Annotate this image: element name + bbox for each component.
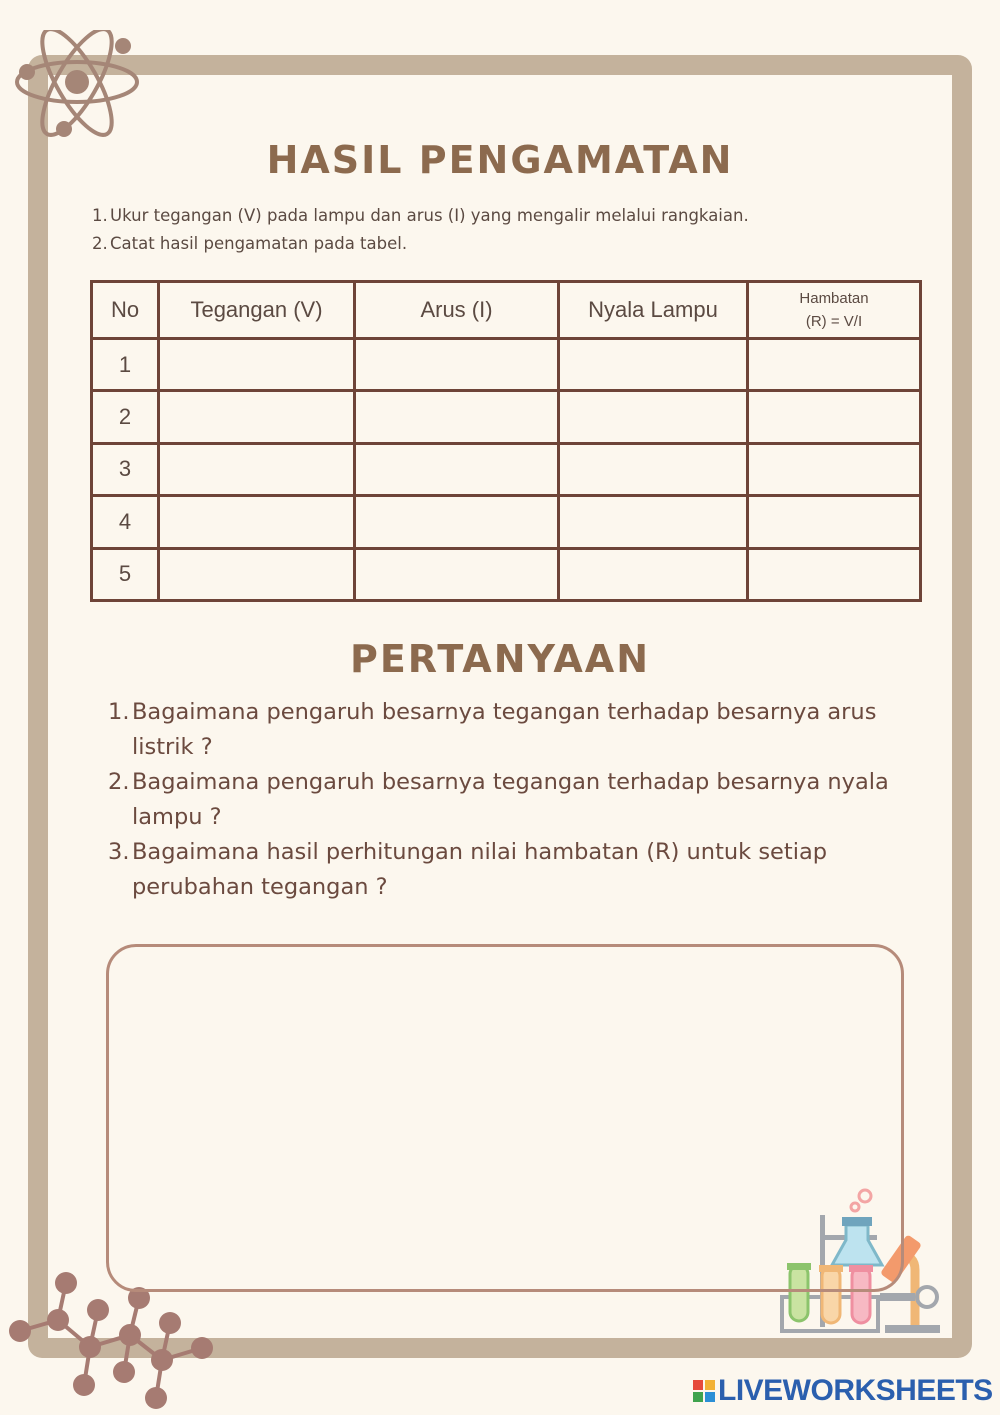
header-no: No xyxy=(92,282,159,339)
cell-nyala-lampu[interactable] xyxy=(559,443,748,495)
cell-tegangan[interactable] xyxy=(159,496,355,548)
atom-icon xyxy=(10,30,145,145)
cell-nyala-lampu[interactable] xyxy=(559,548,748,600)
question-item xyxy=(108,765,928,835)
question-text: Bagaimana pengaruh besarnya tegangan terhadap besarnya nyala lampu ? xyxy=(132,769,889,830)
row-number: 4 xyxy=(92,496,159,548)
instruction-number: 2. xyxy=(92,234,108,253)
cell-arus[interactable] xyxy=(355,391,559,443)
question-number: 3. xyxy=(108,839,130,865)
cell-hambatan[interactable] xyxy=(748,391,921,443)
instructions-list xyxy=(92,202,892,258)
header-hambatan-line2: (R) = V/I xyxy=(805,313,863,330)
table-row xyxy=(92,391,921,443)
cell-hambatan[interactable] xyxy=(748,496,921,548)
instruction-item xyxy=(92,230,892,258)
header-hambatan-line1: Hambatan xyxy=(799,290,869,307)
question-text: Bagaimana hasil perhitungan nilai hambatan (R) untuk setiap perubahan tegangan ? xyxy=(132,839,828,900)
header-arus: Arus (I) xyxy=(355,282,559,339)
row-number: 3 xyxy=(92,443,159,495)
answer-box[interactable] xyxy=(106,944,904,1292)
header-tegangan: Tegangan (V) xyxy=(159,282,355,339)
observation-table xyxy=(90,280,922,602)
cell-hambatan[interactable] xyxy=(748,339,921,391)
question-number: 1. xyxy=(108,699,130,725)
liveworksheets-logo-icon xyxy=(693,1380,715,1402)
instruction-text: Catat hasil pengamatan pada tabel. xyxy=(110,234,408,253)
cell-arus[interactable] xyxy=(355,339,559,391)
table-row xyxy=(92,548,921,600)
page-title: HASIL PENGAMATAN xyxy=(266,138,734,182)
row-number: 2 xyxy=(92,391,159,443)
question-item xyxy=(108,695,928,765)
brand-text: LIVEWORKSHEETS xyxy=(718,1374,993,1407)
cell-tegangan[interactable] xyxy=(159,548,355,600)
cell-arus[interactable] xyxy=(355,443,559,495)
question-item xyxy=(108,835,928,905)
table-row xyxy=(92,443,921,495)
question-number: 2. xyxy=(108,769,130,795)
cell-tegangan[interactable] xyxy=(159,443,355,495)
cell-nyala-lampu[interactable] xyxy=(559,339,748,391)
table-row xyxy=(92,496,921,548)
table-header-row xyxy=(92,282,921,339)
cell-hambatan[interactable] xyxy=(748,548,921,600)
cell-hambatan[interactable] xyxy=(748,443,921,495)
row-number: 5 xyxy=(92,548,159,600)
questions-list xyxy=(108,695,928,905)
table-row xyxy=(92,339,921,391)
cell-tegangan[interactable] xyxy=(159,339,355,391)
cell-nyala-lampu[interactable] xyxy=(559,391,748,443)
cell-nyala-lampu[interactable] xyxy=(559,496,748,548)
liveworksheets-brand xyxy=(693,1374,993,1408)
instruction-text: Ukur tegangan (V) pada lampu dan arus (I) yang mengalir melalui rangkaian. xyxy=(110,206,749,225)
header-hambatan xyxy=(748,282,921,339)
questions-title: PERTANYAAN xyxy=(349,637,651,681)
header-nyala-lampu: Nyala Lampu xyxy=(559,282,748,339)
question-text: Bagaimana pengaruh besarnya tegangan terhadap besarnya arus listrik ? xyxy=(132,699,877,760)
row-number: 1 xyxy=(92,339,159,391)
instruction-number: 1. xyxy=(92,206,108,225)
cell-arus[interactable] xyxy=(355,496,559,548)
cell-tegangan[interactable] xyxy=(159,391,355,443)
cell-arus[interactable] xyxy=(355,548,559,600)
instruction-item xyxy=(92,202,892,230)
